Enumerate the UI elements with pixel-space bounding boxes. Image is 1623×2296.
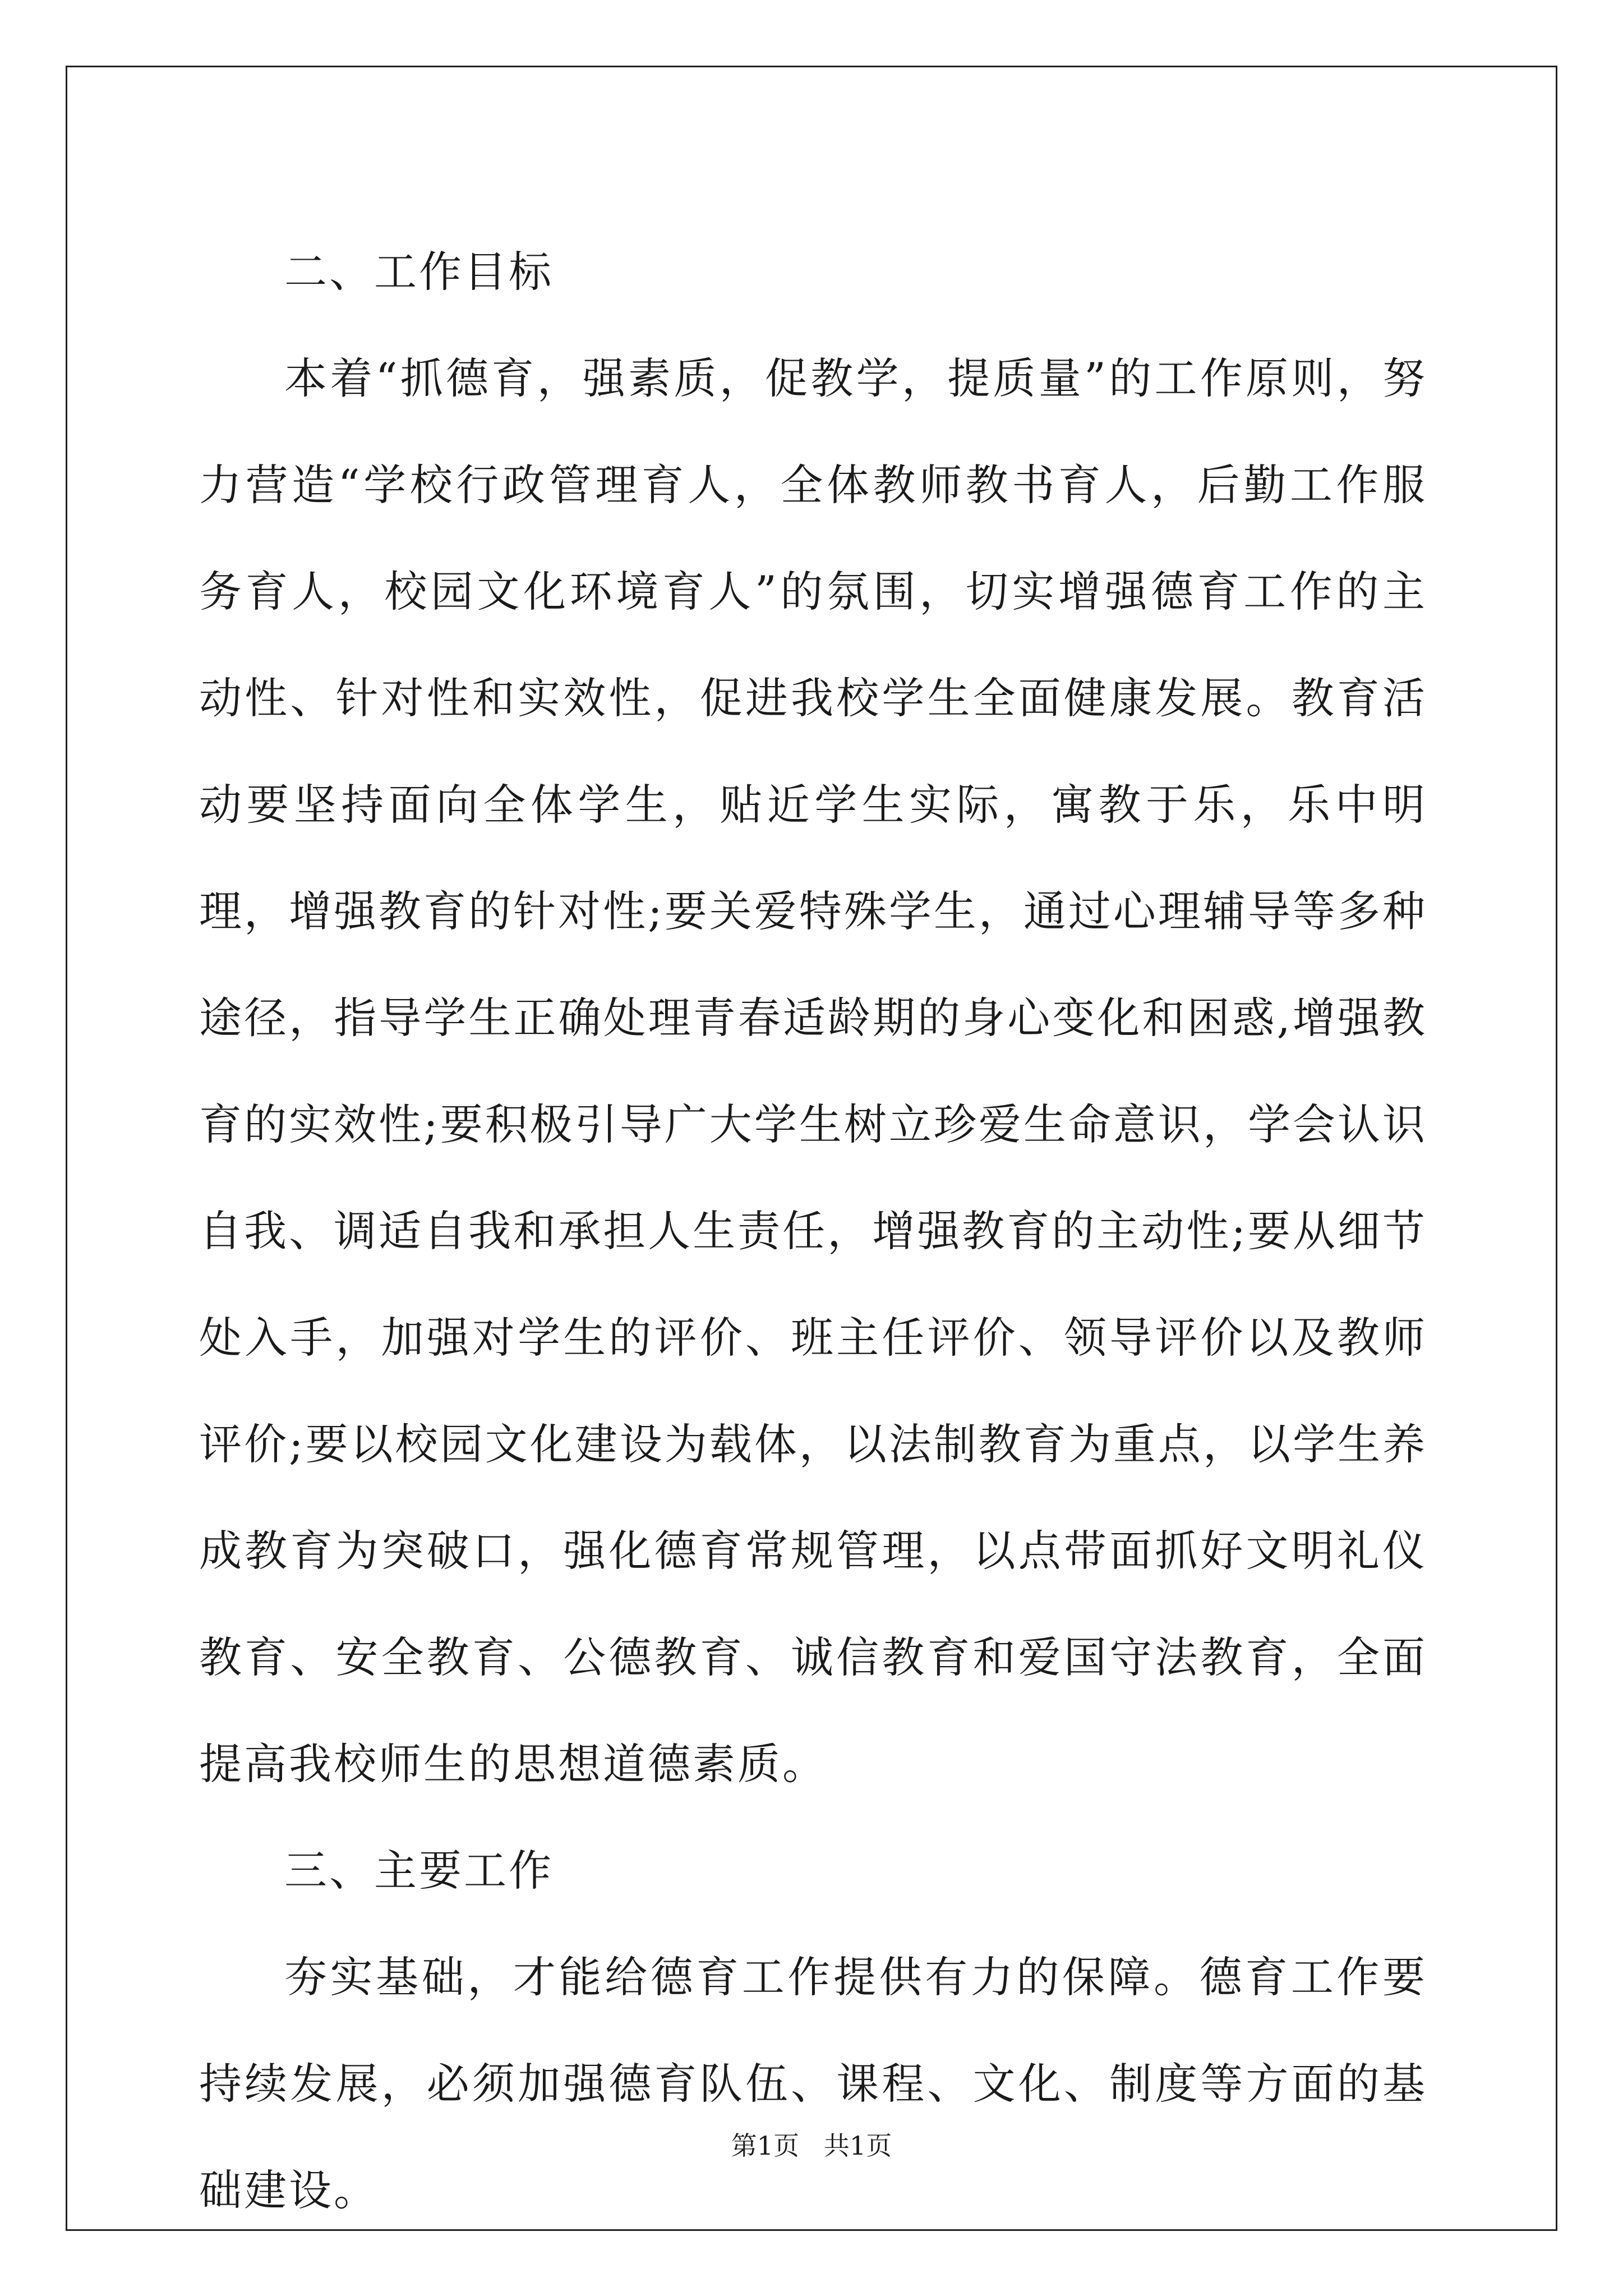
- goals-paragraph: 本着“抓德育，强素质，促教学，提质量”的工作原则，努力营造“学校行政管理育人，全体教师教书育人，后勤工作服务育人，校园文化环境育人”的氛围，切实增强德育工作的主动性、针对性和实效性，促进我校学生全面健康发展。教育活动要坚持面向全体学生，贴近学生实际，寓教于乐，乐中明理，增强教育的针对性;要关爱特殊学生，通过心理辅导等多种途径，指导学生正确处理青春适龄期的身心变化和困惑,增强教育的实效性;要积极引导广大学生树立珍爱生命意识，学会认识自我、调适自我和承担人生责任，增强教育的主动性;要从细节处入手，加强对学生的评价、班主任评价、领导评价以及教师评价;要以校园文化建设为载体，以法制教育为重点，以学生养成教育为突破口，强化德育常规管理，以点带面抓好文明礼仪教育、安全教育、公德教育、诚信教育和爱国守法教育，全面提高我校师生的思想道德素质。: [199, 353, 1427, 1789]
- document-body: [199, 219, 1427, 2244]
- section-heading-goals: 二、工作目标: [284, 247, 554, 297]
- page-footer: 第1页 共1页: [731, 2131, 892, 2161]
- section-heading-main-work: 三、主要工作: [284, 1846, 554, 1895]
- main-work-paragraph: 夯实基础，才能给德育工作提供有力的保障。德育工作要持续发展，必须加强德育队伍、课程、文化、制度等方面的基础建设。: [199, 1952, 1427, 2215]
